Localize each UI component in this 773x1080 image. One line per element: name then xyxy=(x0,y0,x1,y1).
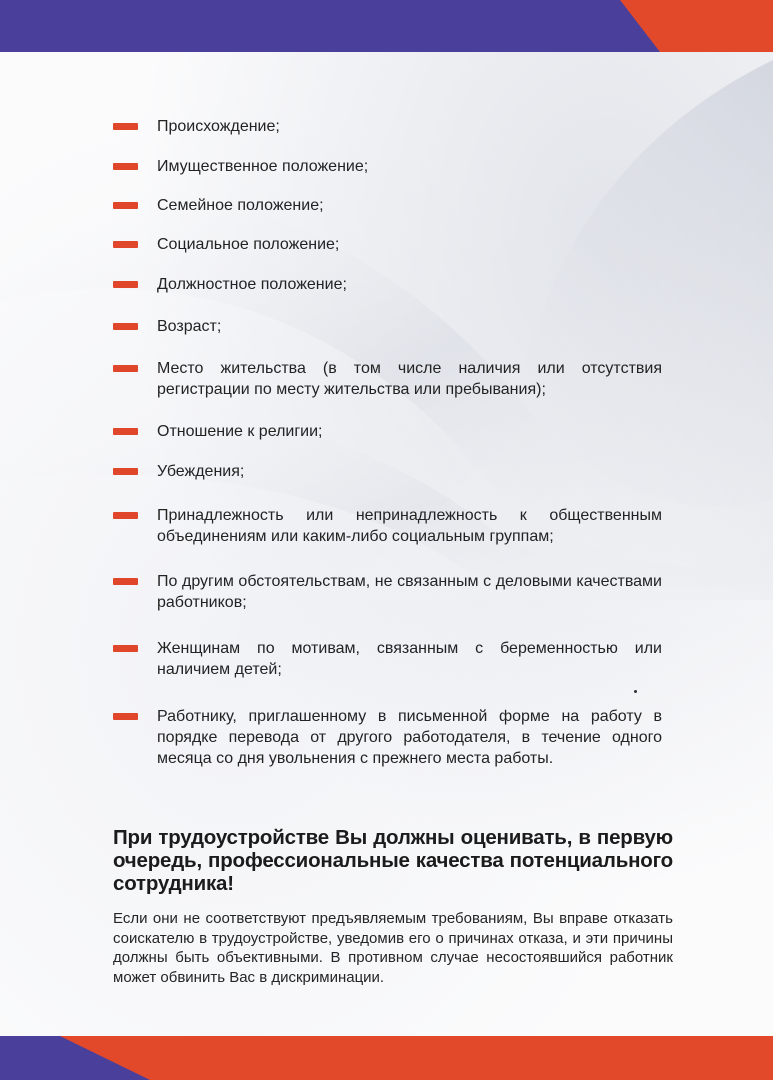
bullet-dash-icon xyxy=(113,512,138,519)
bullet-dash-icon xyxy=(113,578,138,585)
bullet-dash-icon xyxy=(113,202,138,209)
bullet-dash-icon xyxy=(113,323,138,330)
list-item-text: Имущественное положение; xyxy=(157,158,369,175)
list-item-text: Происхождение; xyxy=(157,118,280,135)
list-item-text: Отношение к религии; xyxy=(157,423,323,440)
list-item-text: Принадлежность или непринадлежность к общественным объединениям или каким-либо социальным группам; xyxy=(157,507,662,545)
list-item-text: Должностное положение; xyxy=(157,276,347,293)
scan-speck xyxy=(634,690,637,693)
list-item-text: Социальное положение; xyxy=(157,236,340,253)
bullet-dash-icon xyxy=(113,468,138,475)
bullet-dash-icon xyxy=(113,123,138,130)
list-item-text: Работнику, приглашенному в письменной форме на работу в порядке перевода от другого работодателя, в течение одного месяца со дня увольнения с прежнего места работы. xyxy=(157,708,662,767)
section-paragraph: Если они не соответствуют предъявляемым требованиям, Вы вправе отказать соискателю в трудоустройстве, уведомив его о причинах отказа, и эти причины должны быть объективными. В противном случае несостоявшийся работник может обвинить Вас в дискриминации. xyxy=(113,910,673,986)
bullet-dash-icon xyxy=(113,713,138,720)
bullet-dash-icon xyxy=(113,281,138,288)
bullet-dash-icon xyxy=(113,163,138,170)
list-item-text: Семейное положение; xyxy=(157,197,324,214)
bullet-dash-icon xyxy=(113,645,138,652)
bullet-dash-icon xyxy=(113,428,138,435)
list-item-text: Возраст; xyxy=(157,318,222,335)
list-item-text: По другим обстоятельствам, не связанным с деловыми качествами работников; xyxy=(157,573,662,611)
bullet-dash-icon xyxy=(113,241,138,248)
list-item-text: Женщинам по мотивам, связанным с беременностью или наличием детей; xyxy=(157,640,662,678)
bullet-dash-icon xyxy=(113,365,138,372)
list-item-text: Убеждения; xyxy=(157,463,245,480)
section-heading: При трудоустройстве Вы должны оценивать, в первую очередь, профессиональные качества потенциального сотрудника! xyxy=(113,826,673,895)
list-item-text: Место жительства (в том числе наличия или отсутствия регистрации по месту жительства или пребывания); xyxy=(157,360,662,398)
